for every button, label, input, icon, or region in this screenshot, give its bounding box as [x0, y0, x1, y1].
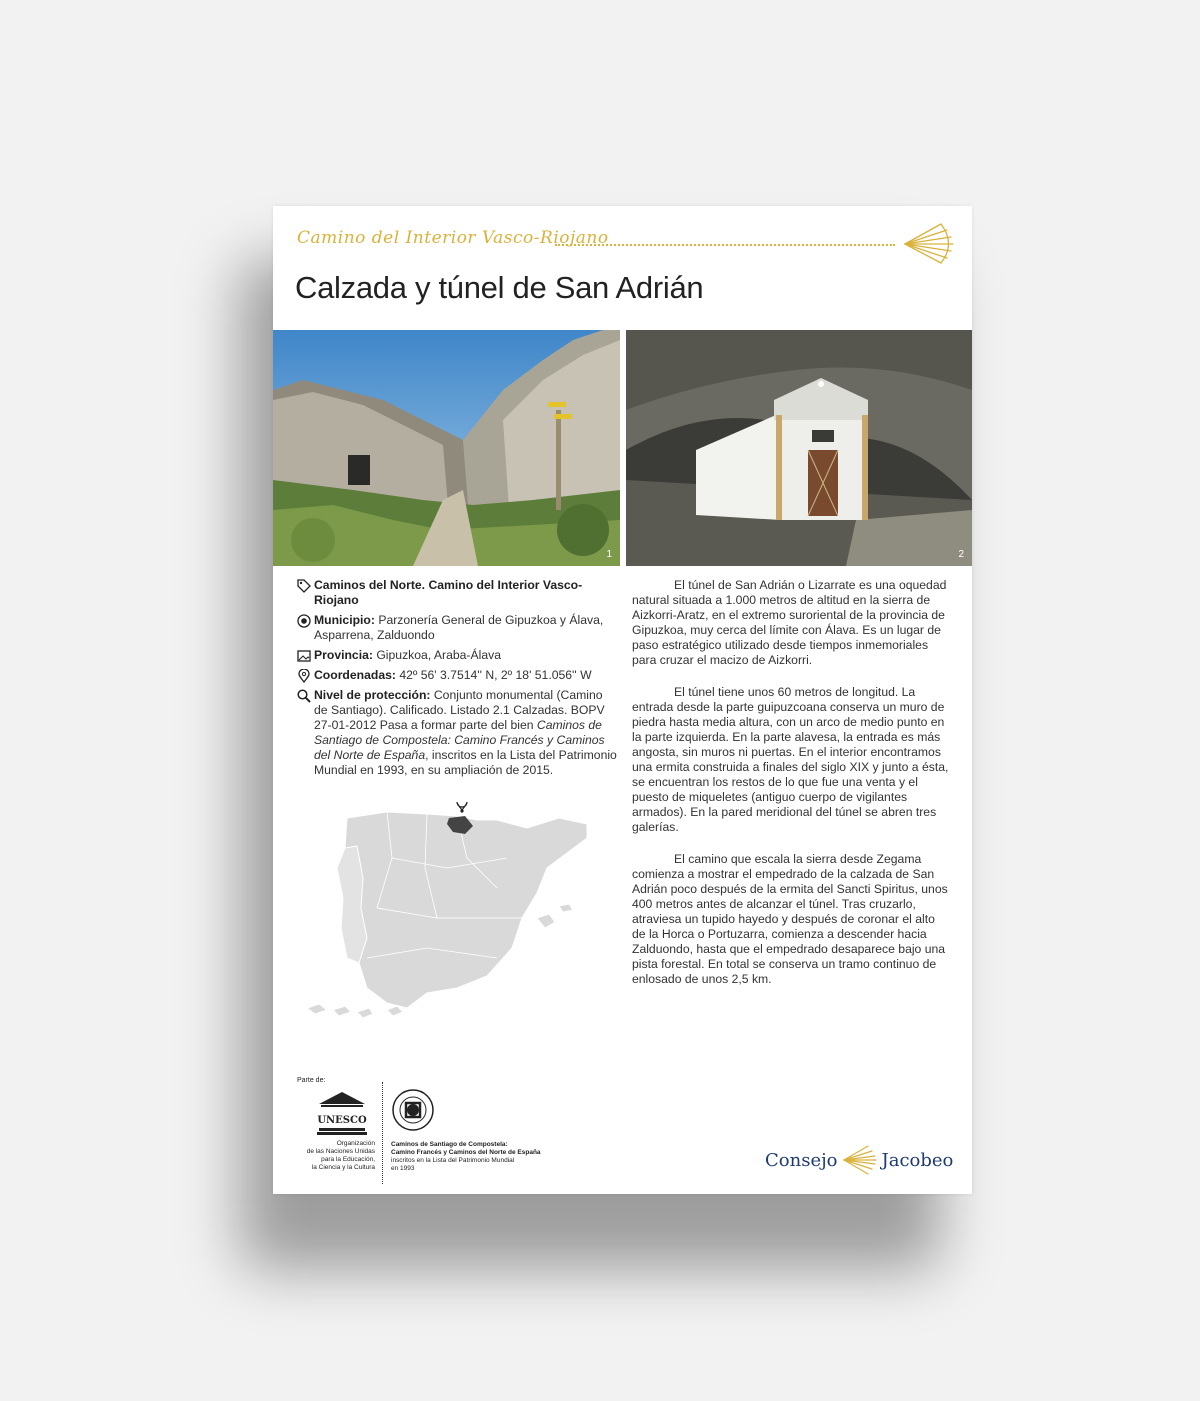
provincia-label: Provincia:: [314, 648, 373, 662]
info-provincia: [297, 648, 617, 663]
photo-mountain-path: [273, 330, 620, 566]
proteccion-value: Conjunto monumental (Camino de Santiago). Calificado. Listado 2.1 Calzadas. BOPV 27-01-2012 Pasa a formar parte del bien: [314, 688, 605, 732]
info-proteccion: [297, 688, 617, 778]
photo-number: 2: [958, 549, 964, 560]
document-page: [273, 206, 972, 1194]
footer-separator: [382, 1082, 383, 1184]
scallop-shell-icon: [901, 220, 957, 269]
info-block: [297, 578, 617, 783]
coordenadas-label: Coordenadas:: [314, 668, 396, 682]
photo-hermitage-cave: [626, 330, 972, 566]
municipio-label: Municipio:: [314, 613, 375, 627]
info-coordenadas: [297, 668, 617, 683]
info-municipio: [297, 613, 617, 643]
image-icon: [297, 649, 311, 663]
svg-text:UNESCO: UNESCO: [317, 1115, 367, 1126]
location-map: [297, 798, 597, 1033]
world-heritage-caption: Caminos de Santiago de Compostela: Camino Francés y Caminos del Norte de España inscritos en la Lista del Patrimonio Mundial en 1993: [391, 1141, 541, 1172]
description-paragraph: El camino que escala la sierra desde Zegama comienza a mostrar el empedrado de la calzada de San Adrián poco después de la ermita del Sancti Spiritus, unos 400 metros antes de alcanzar el túnel. Tras cruzarlo, atraviesa un tupido hayedo y después de coronar el alto de la Horca o Portuzarra, comienza a descender hacia Zalduondo, hasta que el empedrado desaparece bajo una pista forestal. En total se conserva un tramo continuo de enlosado de unos 2,5 km.: [632, 852, 948, 986]
proteccion-italic: Caminos de Santiago de Compostela: Camino Francés y Caminos del Norte de España: [314, 718, 605, 762]
scallop-shell-icon: [842, 1144, 878, 1176]
consejo-jacobeo-logo: Consejo Jacobeo: [765, 1144, 953, 1176]
location-pin-icon: [297, 669, 311, 683]
description-paragraph: El túnel tiene unos 60 metros de longitud. La entrada desde la parte guipuzcoana conserva un muro de piedra hasta media altura, con un arco de medio punto en la parte izquierda. En la parte alavesa, la entrada es más angosta, sin muros ni puertas. En el interior encontramos una ermita construida a finales del siglo XIX y junto a ésta, se encuentran los restos de lo que fue una venta y el puesto de miqueletes (antiguo cuerpo de vigilantes armados). En la pared meridional del túnel se abren tres galerías.: [632, 685, 949, 834]
route-name: Caminos del Norte. Camino del Interior Vasco-Riojano: [314, 578, 583, 607]
proteccion-value-end: , inscritos en la Lista del Patrimonio Mundial en 1993, en su ampliación de 2015.: [314, 748, 617, 777]
description-paragraph: El túnel de San Adrián o Lizarrate es una oquedad natural situada a 1.000 metros de altitud en la sierra de Aizkorri-Aratz, en el extremo suroriental de la provincia de Gipuzkoa, muy cerca del límite con Álava. Es un lugar de paso estratégico utilizado desde tiempos inmemoriales para cruzar el macizo de Aizkorri.: [632, 578, 947, 667]
unesco-logo: [317, 1090, 367, 1141]
tag-icon: [297, 579, 311, 593]
world-heritage-icon: [391, 1088, 435, 1137]
description-text: [632, 578, 950, 1004]
unesco-caption: Organización de las Naciones Unidas para la Educación, la Ciencia y la Cultura: [306, 1140, 375, 1171]
municipio-value: Parzonería General de Gipuzkoa y Álava, Asparrena, Zalduondo: [314, 613, 604, 642]
part-of-label: Parte de:: [297, 1077, 326, 1084]
coordenadas-value: 42º 56' 3.7514'' N, 2º 18' 51.056'' W: [399, 668, 592, 682]
photo-number: 1: [606, 549, 612, 560]
target-icon: [297, 614, 311, 628]
dotted-divider: [555, 244, 895, 246]
page-title: Calzada y túnel de San Adrián: [295, 270, 704, 305]
proteccion-label: Nivel de protección:: [314, 688, 431, 702]
provincia-value: Gipuzkoa, Araba-Álava: [376, 648, 501, 662]
search-icon: [297, 689, 311, 703]
route-title: Camino del Interior Vasco-Riojano: [297, 228, 609, 248]
info-route: [297, 578, 617, 608]
